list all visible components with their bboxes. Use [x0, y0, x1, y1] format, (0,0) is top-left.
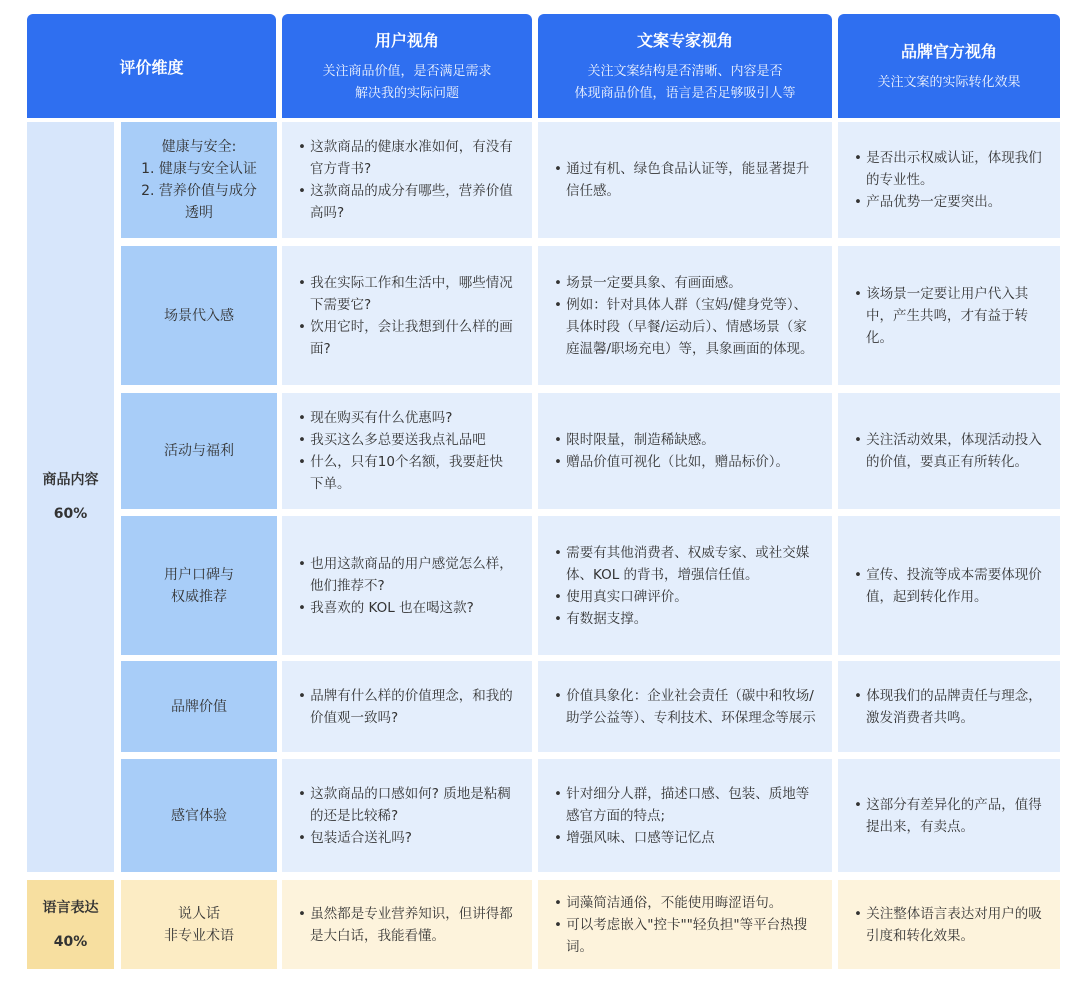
cell-expert — [538, 122, 832, 238]
bullet-item: • 使用真实口碑评价。 — [554, 586, 816, 608]
header-dimension-title: 评价维度 — [119, 57, 184, 77]
bullet-item: • 我在实际工作和生活中，哪些情况下需要它? — [298, 272, 516, 316]
header-col-3 — [838, 14, 1060, 118]
bullet-item: • 关注活动效果，体现活动投入的价值，要真正有所转化。 — [854, 429, 1044, 473]
group-name: 语言表达 — [42, 899, 99, 916]
bullet-item: • 这款商品的健康水准如何，有没有官方背书? — [298, 136, 516, 180]
bullet-item: • 这部分有差异化的产品，值得提出来，有卖点。 — [854, 794, 1044, 838]
header-col-title: 用户视角 — [374, 30, 439, 50]
header-col-subtitle: 关注文案结构是否清晰、内容是否 体现商品价值，语言是否足够吸引人等 — [574, 63, 796, 101]
cell-brand — [838, 516, 1060, 655]
bullet-item: • 产品优势一定要突出。 — [854, 191, 1044, 213]
header-col-2 — [538, 14, 832, 118]
bullet-item: • 可以考虑嵌入"控卡""轻负担"等平台热搜词。 — [554, 914, 816, 958]
group-cell — [27, 122, 114, 872]
bullet-item: • 场景一定要具象、有画面感。 — [554, 272, 816, 294]
cell-expert — [538, 246, 832, 385]
row-label: 感官体验 — [171, 807, 227, 824]
group-name: 商品内容 — [42, 472, 99, 488]
bullet-item: • 这款商品的口感如何? 质地是粘稠的还是比较稀? — [298, 783, 516, 827]
row-label-cell — [121, 122, 277, 238]
bullet-item: • 需要有其他消费者、权威专家、或社交媒体、KOL 的背书，增强信任值。 — [554, 542, 816, 586]
cell-expert — [538, 393, 832, 509]
bullet-item: • 赠品价值可视化（比如，赠品标价）。 — [554, 451, 816, 473]
row-label: 说人话 非专业术语 — [164, 905, 234, 944]
cell-expert — [538, 759, 832, 872]
bullet-item: • 有数据支撑。 — [554, 608, 816, 630]
bullet-item: • 例如：针对具体人群（宝妈/健身党等）、具体时段（早餐/运动后）、情感场景（家庭温馨/职场充电）等，具象画面的体现。 — [554, 294, 816, 360]
bullet-item: • 词藻简洁通俗，不能使用晦涩语句。 — [554, 892, 816, 914]
row-label-cell — [121, 246, 277, 385]
cell-brand — [838, 122, 1060, 238]
bullet-item: • 该场景一定要让用户代入其中，产生共鸣，才有益于转化。 — [854, 283, 1044, 349]
header-col-title: 文案专家视角 — [636, 30, 733, 50]
bullet-item: • 品牌有什么样的价值理念，和我的价值观一致吗? — [298, 685, 516, 729]
row-label: 场景代入感 — [164, 307, 234, 324]
bullet-item: • 我买这么多总要送我点礼品吧 — [298, 429, 516, 451]
bullet-item: • 这款商品的成分有哪些，营养价值高吗? — [298, 180, 516, 224]
row-label-cell — [121, 661, 277, 752]
group-percent: 60% — [53, 506, 88, 522]
bullet-item: • 限时限量，制造稀缺感。 — [554, 429, 816, 451]
bullet-item: • 通过有机、绿色食品认证等，能显著提升信任感。 — [554, 158, 816, 202]
row-label: 健康与安全: 1. 健康与安全认证 2. 营养价值与成分 透明 — [141, 139, 257, 221]
group-cell — [27, 880, 114, 969]
cell-brand — [838, 880, 1060, 969]
bullet-item: • 价值具象化：企业社会责任（碳中和牧场/助学公益等）、专利技术、环保理念等展示 — [554, 685, 816, 729]
header-dimension — [27, 14, 276, 118]
cell-user — [282, 246, 532, 385]
bullet-item: • 针对细分人群，描述口感、包装、质地等感官方面的特点; — [554, 783, 816, 827]
bullet-item: • 增强风味、口感等记忆点 — [554, 827, 816, 849]
row-label: 品牌价值 — [171, 698, 227, 715]
cell-brand — [838, 661, 1060, 752]
cell-expert — [538, 880, 832, 969]
bullet-item: • 什么，只有10个名额，我要赶快下单。 — [298, 451, 516, 495]
bullet-item: • 现在购买有什么优惠吗? — [298, 407, 516, 429]
bullet-item: • 饮用它时，会让我想到什么样的画面? — [298, 316, 516, 360]
cell-user — [282, 516, 532, 655]
bullet-item: • 体现我们的品牌责任与理念，激发消费者共鸣。 — [854, 685, 1044, 729]
bullet-item: • 宣传、投流等成本需要体现价值，起到转化作用。 — [854, 564, 1044, 608]
cell-expert — [538, 661, 832, 752]
group-percent: 40% — [53, 933, 88, 950]
bullet-item: • 关注整体语言表达对用户的吸引度和转化效果。 — [854, 903, 1044, 947]
header-col-subtitle: 关注文案的实际转化效果 — [877, 74, 1021, 90]
bullet-item: • 我喜欢的 KOL 也在喝这款? — [298, 597, 516, 619]
cell-expert — [538, 516, 832, 655]
row-label: 用户口碑与 权威推荐 — [164, 566, 234, 605]
bullet-item: • 虽然都是专业营养知识，但讲得都是大白话，我能看懂。 — [298, 903, 516, 947]
cell-brand — [838, 393, 1060, 509]
row-label-cell — [121, 516, 277, 655]
cell-user — [282, 759, 532, 872]
row-label-cell — [121, 759, 277, 872]
bullet-item: • 包装适合送礼吗? — [298, 827, 516, 849]
cell-user — [282, 880, 532, 969]
bullet-item: • 也用这款商品的用户感觉怎么样，他们推荐不? — [298, 553, 516, 597]
row-label: 活动与福利 — [164, 443, 234, 459]
cell-brand — [838, 759, 1060, 872]
row-label-cell — [121, 880, 277, 969]
header-col-1 — [282, 14, 532, 118]
row-label-cell — [121, 393, 277, 509]
cell-brand — [838, 246, 1060, 385]
cell-user — [282, 661, 532, 752]
header-col-title: 品牌官方视角 — [900, 41, 997, 61]
cell-user — [282, 122, 532, 238]
bullet-item: • 是否出示权威认证，体现我们的专业性。 — [854, 147, 1044, 191]
cell-user — [282, 393, 532, 509]
header-col-subtitle: 关注商品价值，是否满足需求 解决我的实际问题 — [322, 63, 492, 101]
